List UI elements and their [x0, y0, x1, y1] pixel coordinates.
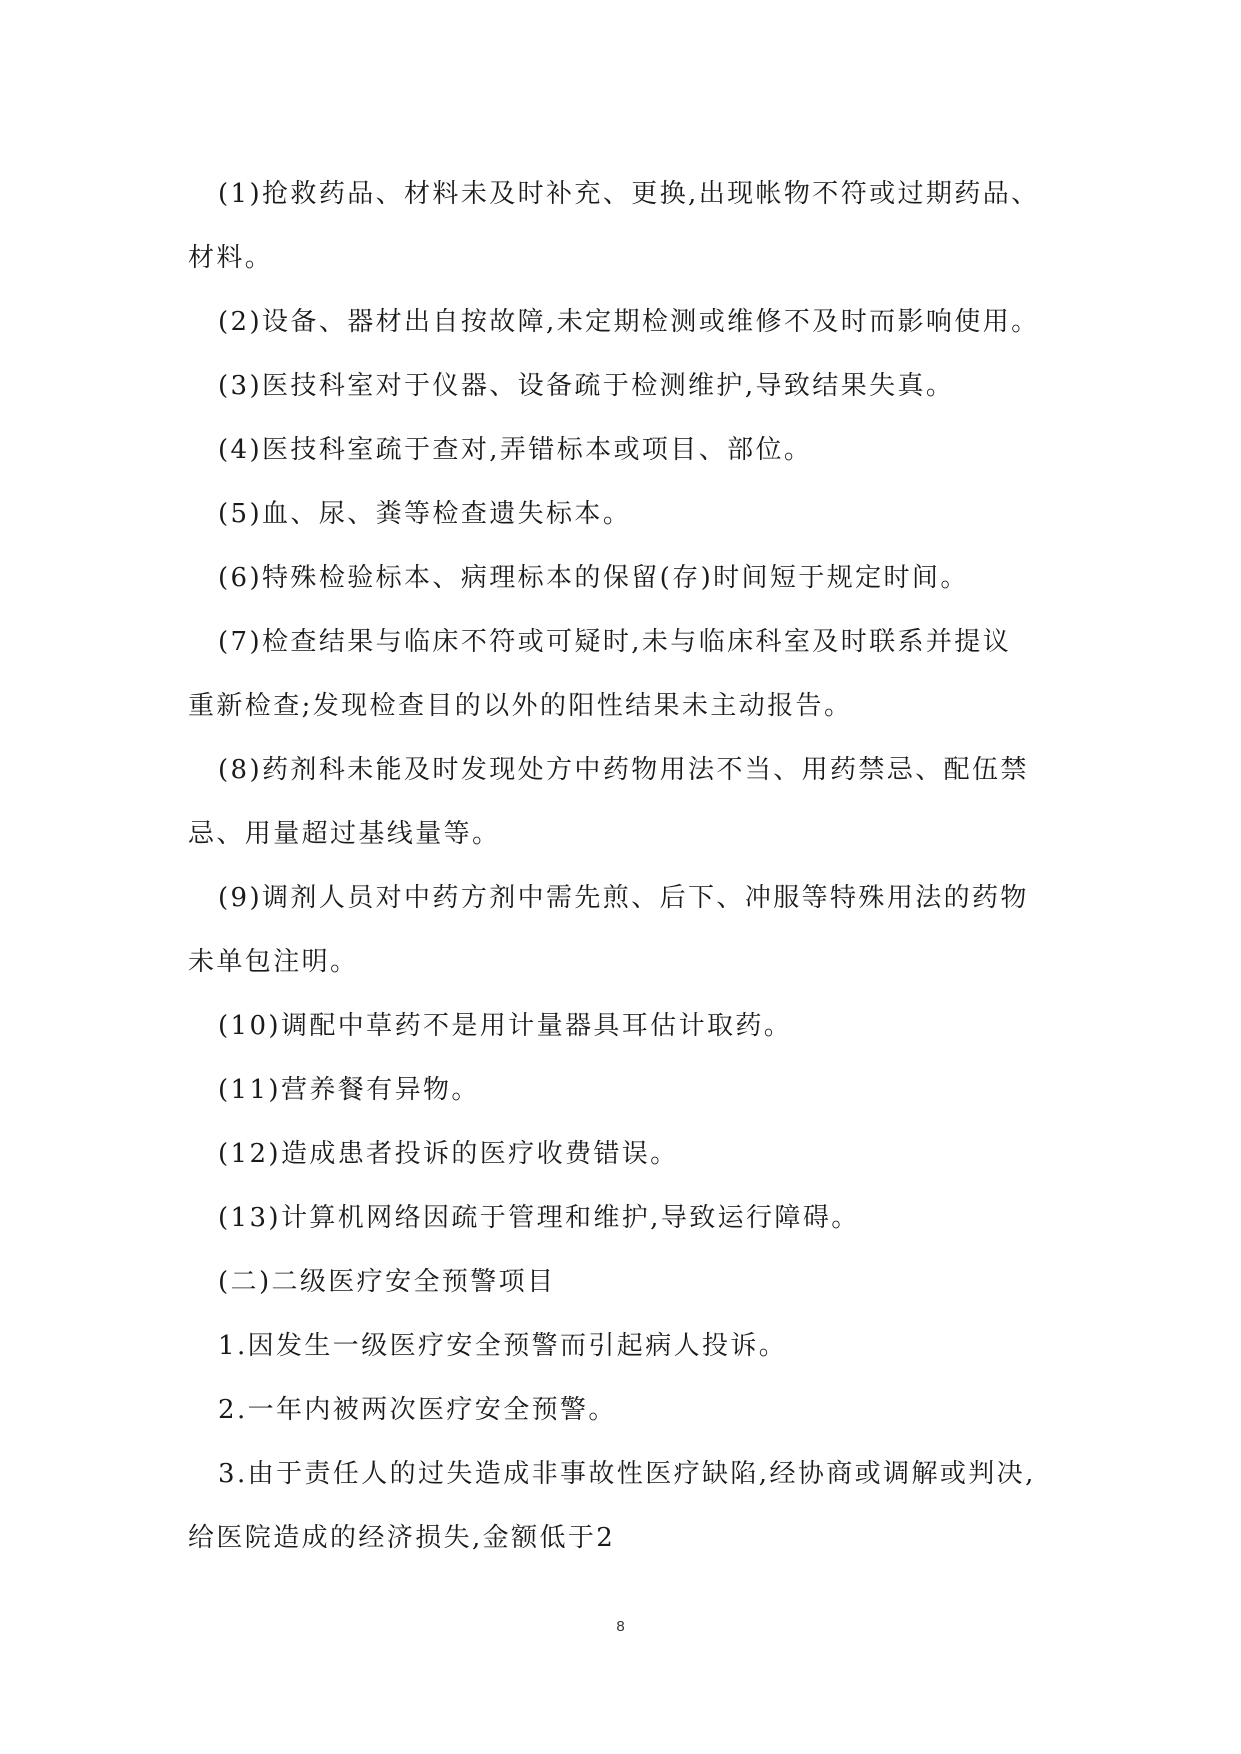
page-number: 8: [616, 1618, 625, 1635]
paragraph-line: (5)血、尿、粪等检查遗失标本。: [218, 499, 632, 529]
paragraph-line: (10)调配中草药不是用计量器具耳估计取药。: [218, 1011, 793, 1041]
paragraph-line: 3.由于责任人的过失造成非事故性医疗缺陷,经协商或调解或判决,: [218, 1459, 1036, 1489]
paragraph-line: (9)调剂人员对中药方剂中需先煎、后下、冲服等特殊用法的药物: [218, 883, 1029, 913]
paragraph-continuation-line: 忌、用量超过基线量等。: [188, 819, 501, 849]
paragraph-line: (13)计算机网络因疏于管理和维护,导致运行障碍。: [218, 1203, 860, 1233]
paragraph-line: (11)营养餐有异物。: [218, 1075, 480, 1105]
paragraph-line: (1)抢救药品、材料未及时补充、更换,出现帐物不符或过期药品、: [218, 179, 1040, 209]
paragraph-line: (二)二级医疗安全预警项目: [218, 1267, 556, 1297]
paragraph-line: (4)医技科室疏于查对,弄错标本或项目、部位。: [218, 435, 813, 465]
paragraph-continuation-line: 未单包注明。: [188, 947, 359, 977]
paragraph-line: (6)特殊检验标本、病理标本的保留(存)时间短于规定时间。: [218, 563, 969, 593]
paragraph-continuation-line: 给医院造成的经济损失,金额低于2: [188, 1523, 616, 1553]
paragraph-continuation-line: 重新检查;发现检查目的以外的阳性结果未主动报告。: [188, 691, 853, 721]
paragraph-line: 2.一年内被两次医疗安全预警。: [218, 1395, 617, 1425]
paragraph-line: (3)医技科室对于仪器、设备疏于检测维护,导致结果失真。: [218, 371, 955, 401]
paragraph-line: (7)检查结果与临床不符或可疑时,未与临床科室及时联系并提议: [218, 627, 1012, 657]
paragraph-line: (2)设备、器材出自按故障,未定期检测或维修不及时而影响使用。: [218, 307, 1040, 337]
paragraph-continuation-line: 材料。: [188, 243, 274, 273]
paragraph-line: (8)药剂科未能及时发现处方中药物用法不当、用药禁忌、配伍禁: [218, 755, 1029, 785]
document-body: [188, 162, 1078, 1570]
paragraph-line: 1.因发生一级医疗安全预警而引起病人投诉。: [218, 1331, 788, 1361]
paragraph-line: (12)造成患者投诉的医疗收费错误。: [218, 1139, 679, 1169]
